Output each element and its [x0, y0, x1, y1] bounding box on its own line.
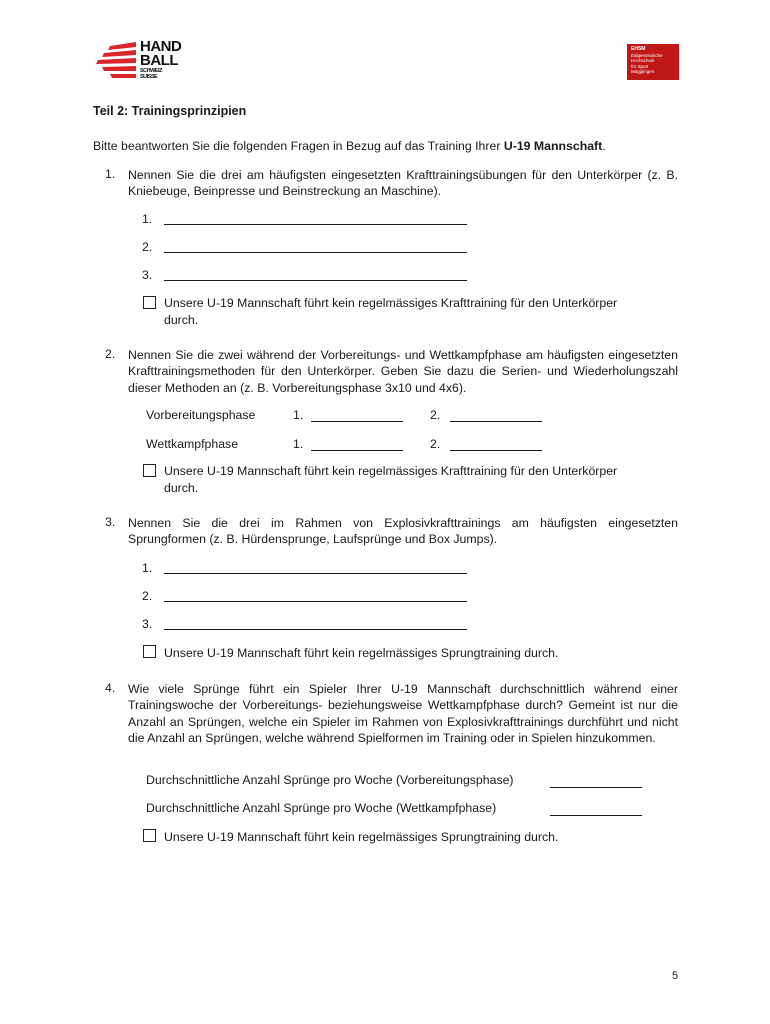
answer-line[interactable] — [164, 212, 467, 225]
checkbox-label: Unsere U-19 Mannschaft führt kein regelmässiges Sprungtraining durch. — [164, 646, 559, 660]
answer-line[interactable] — [164, 240, 467, 253]
ehsm-logo-line: Magglingen — [631, 69, 655, 74]
question-number: 2. — [105, 347, 116, 361]
phase-label: Wettkampfphase — [146, 437, 239, 451]
question-text: Nennen Sie die drei am häufigsten eingesetzten Krafttrainingsübungen für den Unterkörper (z. B. Kniebeuge, Beinpresse und Beinstreckung an Maschine). — [128, 168, 678, 199]
question-text: Nennen Sie die zwei während der Vorbereitungs- und Wettkampfphase am häufigsten eingesetzten Krafttrainingsmethoden für den Unterkörper. Geben Sie dazu die Serien- und Wiederholungszahl dieser Methoden an (z. B. Vorbereitungsphase 3x10 und 4x6). — [128, 348, 678, 395]
answer-line[interactable] — [164, 589, 467, 602]
jumps-label: Durchschnittliche Anzahl Sprünge pro Woche (Vorbereitungsphase) — [146, 773, 514, 787]
answer-line[interactable] — [311, 409, 403, 422]
answer-number: 1. — [142, 561, 153, 575]
intro-after: . — [602, 139, 606, 153]
answer-number: 1. — [293, 408, 304, 422]
phase-label: Vorbereitungsphase — [146, 408, 256, 422]
answer-number: 2. — [142, 240, 153, 254]
jumps-label: Durchschnittliche Anzahl Sprünge pro Woche (Wettkampfphase) — [146, 801, 497, 815]
ehsm-logo — [627, 44, 679, 80]
ehsm-logo-line: Hochschule — [631, 58, 655, 63]
no-training-checkbox[interactable] — [143, 829, 156, 842]
intro-text — [93, 139, 606, 153]
no-training-checkbox[interactable] — [143, 464, 156, 477]
logo-word-hand: HAND — [140, 38, 182, 55]
answer-number: 2. — [430, 437, 441, 451]
answer-line[interactable] — [311, 438, 403, 451]
ehsm-logo-line: für Sport — [631, 63, 649, 69]
checkbox-label: Unsere U-19 Mannschaft führt kein regelmässiges Krafttraining für den Unterkörper durch. — [164, 296, 618, 327]
checkbox-label: Unsere U-19 Mannschaft führt kein regelmässiges Sprungtraining durch. — [164, 830, 559, 844]
answer-line[interactable] — [550, 775, 642, 788]
answer-line[interactable] — [164, 268, 467, 281]
question-text: Nennen Sie die drei im Rahmen von Explosivkrafttrainings am häufigsten eingesetzten Sprungformen (z. B. Hürdensprunge, Laufsprünge und Box Jumps). — [128, 516, 678, 547]
answer-number: 2. — [430, 408, 441, 422]
section-title: Teil 2: Trainingsprinzipien — [93, 104, 247, 118]
logo-sub-schweiz: SCHWEIZ — [140, 68, 162, 74]
question-number: 4. — [105, 681, 116, 695]
answer-line[interactable] — [550, 803, 642, 816]
ehsm-logo-line: EHSM — [631, 46, 646, 52]
handball-stripes-icon — [96, 40, 142, 80]
no-training-checkbox[interactable] — [143, 645, 156, 658]
logo-sub-suisse: SUISSE — [140, 74, 158, 80]
question-number: 1. — [105, 167, 116, 181]
answer-line[interactable] — [450, 409, 542, 422]
ehsm-logo-line: Eidgenössische — [631, 52, 663, 58]
page-number: 5 — [672, 970, 679, 982]
no-training-checkbox[interactable] — [143, 296, 156, 309]
answer-number: 3. — [142, 268, 153, 282]
handball-schweiz-logo — [96, 38, 196, 84]
intro-bold: U-19 Mannschaft — [503, 139, 603, 153]
intro-before: Bitte beantworten Sie die folgenden Fragen in Bezug auf das Training Ihrer — [93, 139, 504, 153]
answer-number: 1. — [293, 437, 304, 451]
answer-number: 1. — [142, 212, 153, 226]
question-text: Wie viele Sprünge führt ein Spieler Ihrer U-19 Mannschaft durchschnittlich während einer Trainingswoche der Vorbereitungs- beziehungsweise Wettkampfphase durch? Gemeint ist nur die Anzahl an Sprüngen, welche ein Spieler im Rahmen von Explosivkrafttrainings durchführt und nicht die Anzahl an Sprüngen, welche während Spielformen im Training oder in Spielen hinzukommen. — [128, 682, 678, 745]
answer-number: 3. — [142, 617, 153, 631]
answer-line[interactable] — [450, 438, 542, 451]
logo-word-ball: BALL — [140, 52, 178, 69]
checkbox-label: Unsere U-19 Mannschaft führt kein regelmässiges Krafttraining für den Unterkörper durch. — [164, 464, 618, 495]
answer-line[interactable] — [164, 561, 467, 574]
answer-number: 2. — [142, 589, 153, 603]
question-number: 3. — [105, 515, 116, 529]
answer-line[interactable] — [164, 617, 467, 630]
